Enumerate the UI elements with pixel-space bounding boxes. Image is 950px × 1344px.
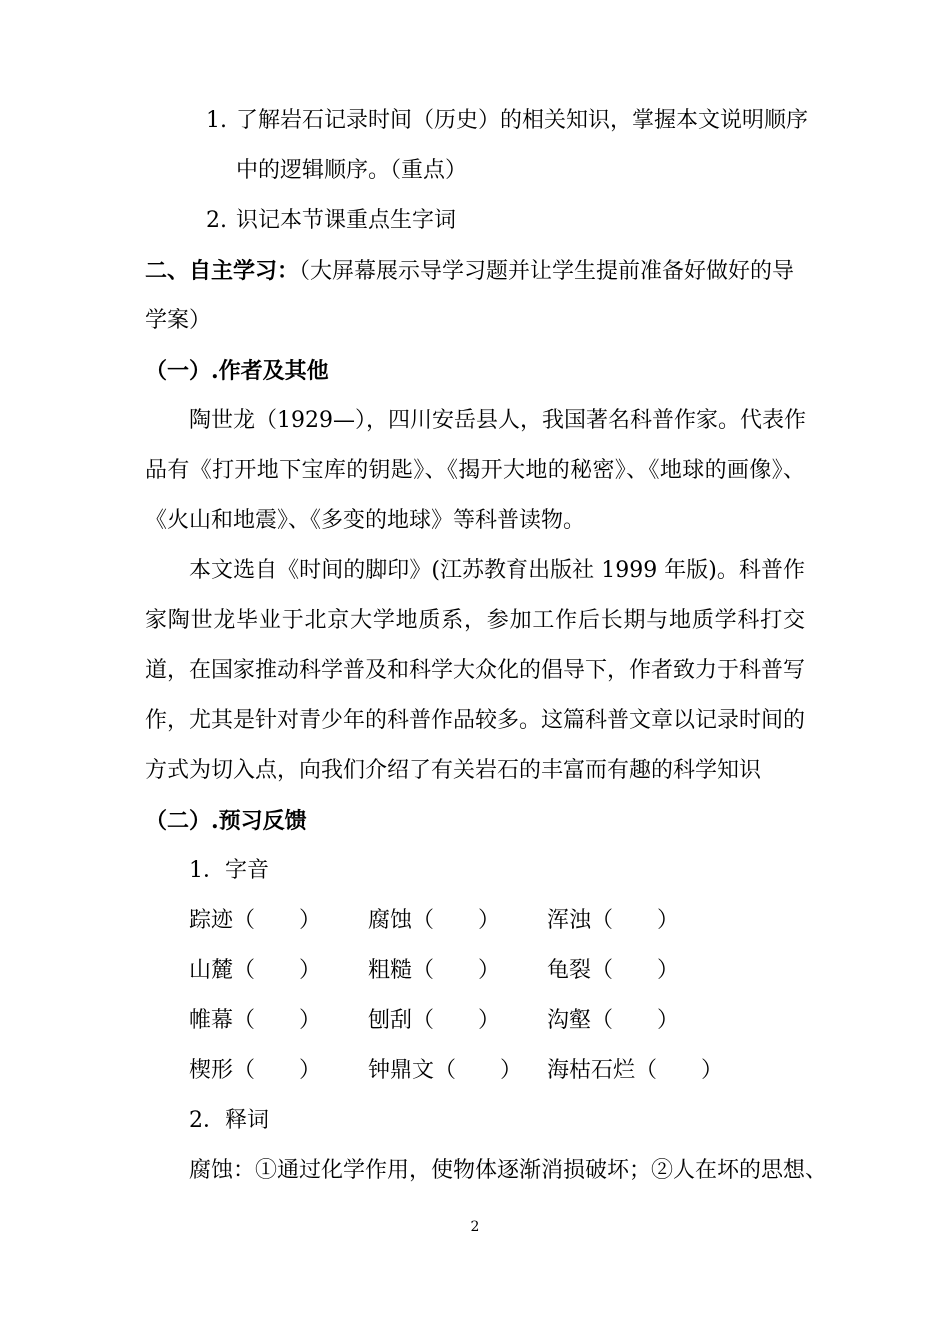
page-number: 2 — [470, 1219, 480, 1235]
author-para-line-1: 陶世龙（1929—），四川安岳县人，我国著名科普作家。代表作 — [189, 408, 806, 433]
part-1-heading: （一）.作者及其他 — [145, 358, 329, 384]
part-2-heading: （二）.预习反馈 — [145, 808, 307, 834]
pronunciation-title: 1．字音 — [189, 858, 269, 883]
pronunciation-item: 粗糙（ ） — [368, 958, 501, 983]
section-2-heading-line — [145, 256, 794, 287]
objective-2-number: 2. — [206, 208, 227, 233]
pronunciation-item: 腐蚀（ ） — [368, 908, 501, 933]
pronunciation-item: 海枯石烂（ ） — [547, 1058, 724, 1083]
objective-2-text: 识记本节课重点生字词 — [236, 208, 457, 233]
author-para-line-2: 品有《打开地下宝库的钥匙》、《揭开大地的秘密》、《地球的画像》、 — [145, 458, 805, 483]
pronunciation-item: 帷幕（ ） — [189, 1008, 322, 1033]
objective-1-number: 1. — [206, 108, 227, 133]
source-para-line-4: 作，尤其是针对青少年的科普作品较多。这篇科普文章以记录时间的 — [145, 708, 806, 733]
source-para-line-3: 道，在国家推动科学普及和科学大众化的倡导下，作者致力于科普写 — [145, 658, 806, 683]
source-para-line-1: 本文选自《时间的脚印》(江苏教育出版社 1999 年版)。科普作 — [189, 558, 805, 583]
objective-1-line-1: 了解岩石记录时间（历史）的相关知识，掌握本文说明顺序 — [236, 108, 809, 133]
pronunciation-item: 踪迹（ ） — [189, 908, 322, 933]
pronunciation-item: 龟裂（ ） — [547, 958, 680, 983]
source-para-line-2: 家陶世龙毕业于北京大学地质系，参加工作后长期与地质学科打交 — [145, 608, 805, 633]
section-2-heading-note: （大屏幕展示导学习题并让学生提前准备好做好的导 — [299, 259, 795, 284]
author-para-line-3: 《火山和地震》、《多变的地球》等科普读物。 — [145, 508, 586, 533]
pronunciation-item: 钟鼎文（ ） — [368, 1058, 523, 1083]
objective-1-line-2: 中的逻辑顺序。（重点） — [236, 158, 468, 183]
pronunciation-item: 山麓（ ） — [189, 958, 322, 983]
section-2-heading-note-line-2: 学案） — [145, 308, 212, 333]
source-para-line-5: 方式为切入点，向我们介绍了有关岩石的丰富而有趣的科学知识 — [145, 758, 762, 783]
pronunciation-item: 沟壑（ ） — [547, 1008, 680, 1033]
pronunciation-item: 楔形（ ） — [189, 1058, 322, 1083]
pronunciation-item: 浑浊（ ） — [547, 908, 680, 933]
definition-line-1: 腐蚀：①通过化学作用，使物体逐渐消损破坏；②人在坏的思想、 — [189, 1158, 828, 1183]
pronunciation-item: 刨刮（ ） — [368, 1008, 501, 1033]
definitions-title: 2．释词 — [189, 1108, 269, 1133]
section-2-heading: 二、自主学习： — [145, 258, 300, 284]
